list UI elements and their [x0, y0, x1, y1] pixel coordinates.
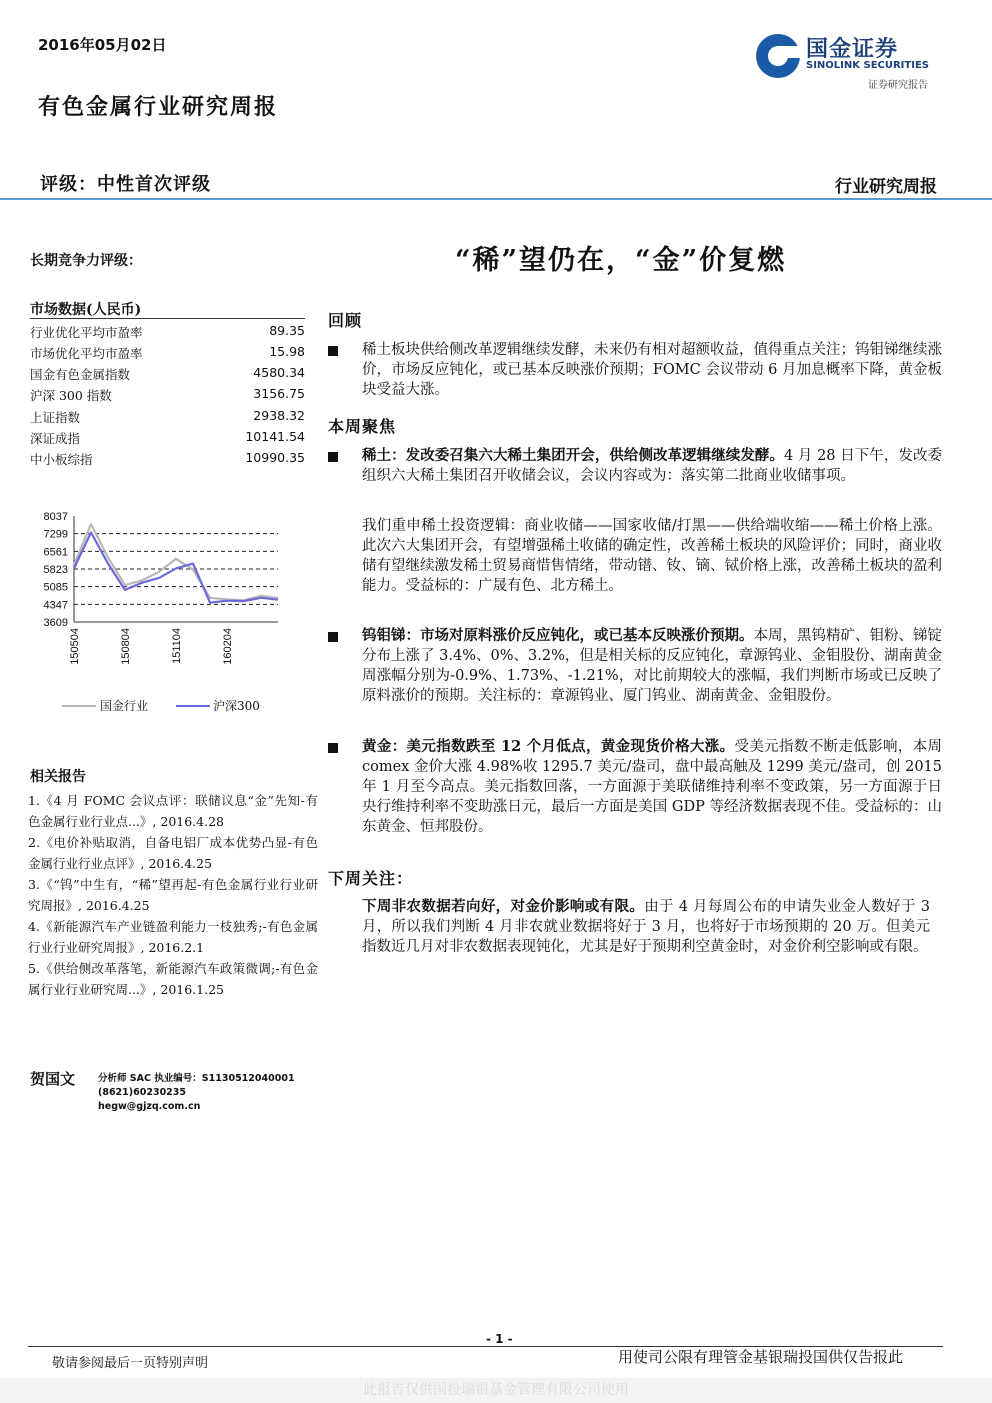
legend-label: 沪深300 — [213, 699, 260, 713]
footer-disclaimer: 敬请参阅最后一页特别声明 — [52, 1356, 209, 1371]
focus-item-gold: 黄金：美元指数跌至 12 个月低点，黄金现货价格大涨。受美元指数不断走低影响，本周 comex 金价大涨 4.98%收 1295.7 美元/盎司，盘中最高触及 1299 美元/盎司，创 2015 年 1 月至今高点。美元指数回落，一方面源于美联储维持利率不变政策，另一方面源于日央行维持利率不变助涨日元，最后一方面是美国 GDP 等经济数据表现不佳。受益标的：山东黄金、恒邦股份。 — [362, 738, 942, 835]
series-line-1 — [74, 532, 278, 602]
review-heading: 回顾 — [328, 311, 363, 330]
y-tick-label: 8037 — [43, 511, 68, 523]
y-tick-label: 5823 — [43, 564, 68, 576]
report-date: 2016年05月02日 — [38, 36, 167, 54]
index-chart — [26, 494, 316, 724]
y-tick-label: 7299 — [43, 528, 68, 541]
y-tick-label: 6561 — [43, 546, 68, 559]
logo-name-en: SINOLINK SECURITIES — [806, 60, 929, 71]
series-line-0 — [74, 524, 278, 600]
logo-subtitle: 证券研究报告 — [868, 80, 928, 91]
x-tick-label: 151104 — [171, 628, 183, 664]
focus-item-rare-earth-logic: 我们重申稀土投资逻辑：商业收储——国家收储/打黑——供给端收缩——稀土价格上涨。此次六大集团开会，有望增强稀土收储的确定性，改善稀土板块的风险评价；同时，商业收储有望继续激发稀土贸易商惜售情绪，带动镨、钕、镝、铽价格上涨，改善稀土板块的盈利能力。受益标的：广晟有色、北方稀土。 — [362, 518, 942, 594]
market-row: 深证成指 10141.54 — [30, 429, 305, 446]
author-email[interactable]: hegw@gjzq.com.cn — [98, 1101, 201, 1112]
related-report-item[interactable]: 4.《新能源汽车产业链盈利能力一枝独秀;-有色金属行业行业研究周报》, 2016.2.1 — [28, 919, 318, 955]
next-week-heading: 下周关注： — [328, 869, 414, 888]
related-report-item[interactable]: 3.《“钨”中生有，“稀”望再起-有色金属行业行业研究周报》, 2016.4.25 — [28, 877, 318, 913]
report-title: 有色金属行业研究周报 — [38, 94, 279, 120]
focus-item-tungsten: 钨钼锑：市场对原料涨价反应钝化，或已基本反映涨价预期。本周，黑钨精矿、钼粉、锑锭分布上涨了 3.4%、0%、3.2%，但是相关标的反应钝化，章源钨业、金钼股份、湖南黄金周涨幅分别为-0.9%、1.73%、-1.21%，对比前期较大的涨幅，我们判断市场或已反映了原料涨价的预期。关注标的：章源钨业、厦门钨业、湖南黄金、金钼股份。 — [362, 627, 942, 704]
next-week-paragraph: 下周非农数据若向好，对金价影响或有限。由于 4 月每周公布的申请失业金人数好于 3 月，所以我们判断 4 月非农就业数据将好于 3 月，也将好于市场预期的 20 万。但美元指数近几月对非农数据表现钝化，尤其是好于预期利空黄金时，对金价利空影响或有限。 — [362, 898, 930, 955]
doc-type: 行业研究周报 — [835, 177, 937, 197]
x-tick-label: 150804 — [120, 628, 132, 665]
x-tick-label: 160204 — [222, 628, 234, 665]
related-report-item[interactable]: 5.《供给侧改革落笔，新能源汽车政策微调;-有色金属行业行业研究周...》, 2016.1.25 — [28, 961, 318, 997]
related-report-item[interactable]: 2.《电价补贴取消，自备电铝厂成本优势凸显-有色金属行业行业点评》, 2016.4.25 — [28, 835, 318, 871]
y-tick-label: 4347 — [43, 599, 68, 612]
legend-label: 国金行业 — [100, 699, 149, 713]
market-row: 国金有色金属指数 4580.34 — [30, 365, 305, 382]
focus-heading: 本周聚焦 — [328, 417, 397, 436]
author-info — [98, 1072, 295, 1114]
market-row: 沪深 300 指数 3156.75 — [30, 386, 305, 403]
company-logo — [756, 30, 946, 90]
logo-name-cn: 国金证券 — [806, 37, 899, 62]
y-tick-label: 3609 — [43, 617, 68, 629]
page-number: - 1 - — [480, 1332, 519, 1346]
bullet-icon — [328, 452, 338, 462]
y-tick-label: 5085 — [43, 581, 68, 594]
author-license: 分析师 SAC 执业编号：S1130512040001 — [98, 1073, 295, 1084]
footer-right-text: 用使司公限有理管金基银瑞投国供仅告报此 — [618, 1348, 904, 1366]
review-paragraph: 稀土板块供给侧改革逻辑继续发酵，未来仍有相对超额收益，值得重点关注；钨钼锑继续涨价，市场反应钝化，或已基本反映涨价预期；FOMC 会议带动 6 月加息概率下降，黄金板块受益大涨。 — [362, 342, 942, 398]
market-row: 上证指数 2938.32 — [30, 408, 305, 425]
market-row: 市场优化平均市盈率 15.98 — [30, 344, 305, 361]
header-divider — [0, 198, 992, 200]
long-term-rating-label: 长期竞争力评级： — [30, 253, 142, 269]
rating: 评级：中性首次评级 — [40, 174, 211, 195]
bullet-icon — [328, 346, 338, 356]
related-reports-title: 相关报告 — [30, 769, 86, 785]
related-report-item[interactable]: 1.《4 月 FOMC 会议点评：联储议息“金”先知-有色金属行业行业点...》, 2016.4.28 — [28, 793, 318, 829]
market-row: 行业优化平均市盈率 89.35 — [30, 323, 305, 340]
market-data-divider — [30, 318, 305, 319]
market-row: 中小板综指 10990.35 — [30, 450, 305, 467]
bullet-icon — [328, 743, 338, 753]
related-reports-list — [28, 790, 318, 1000]
author-phone: (8621)60230235 — [98, 1087, 187, 1098]
market-data-title: 市场数据(人民币) — [30, 302, 142, 318]
x-tick-label: 150504 — [69, 628, 81, 665]
watermark-text: 此报告仅供国投瑞银基金管理有限公司使用 — [0, 1378, 992, 1403]
focus-item-rare-earth: 稀土：发改委召集六大稀土集团开会，供给侧改革逻辑继续发酵。4 月 28 日下午，发改委组织六大稀土集团召开收储会议，会议内容或为：落实第二批商业收储事项。 — [362, 447, 942, 484]
headline: “稀”望仍在，“金”价复燃 — [455, 245, 787, 276]
author-name: 贺国文 — [30, 1070, 76, 1088]
bullet-icon — [328, 632, 338, 642]
